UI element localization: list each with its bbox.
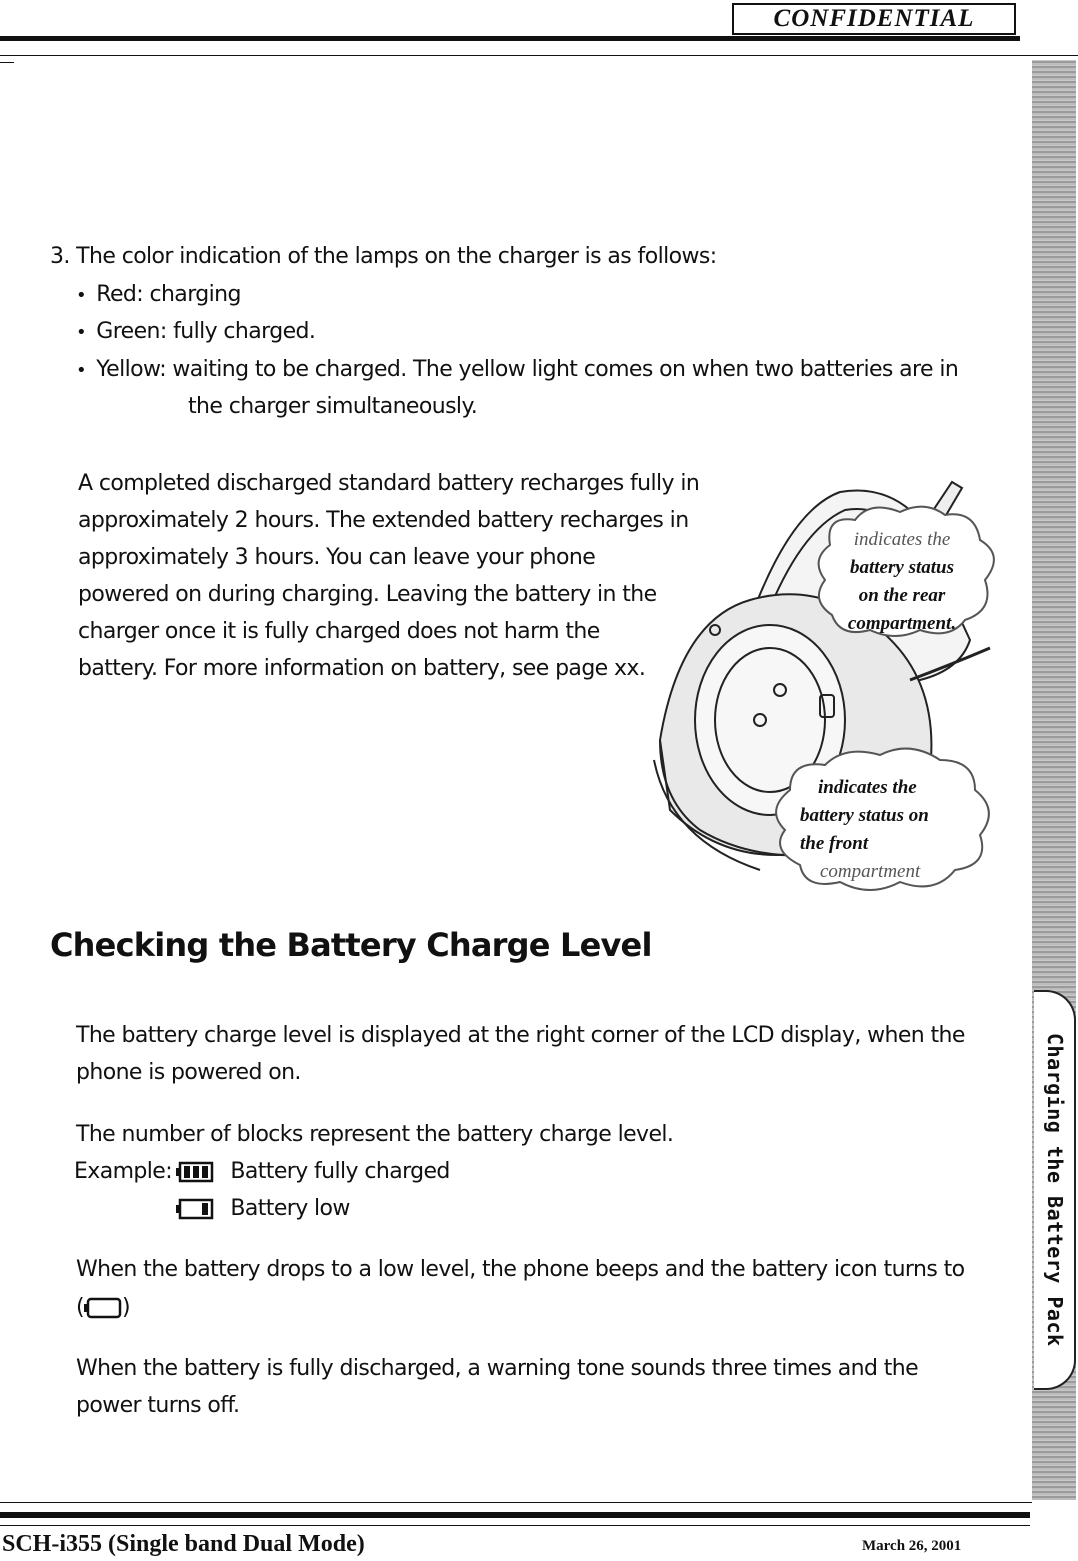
bullet-red-text: : charging (136, 282, 241, 307)
footer-rule-thick (0, 1512, 1030, 1518)
charge-paragraph-line: battery. For more information on battery, see page xx. (78, 656, 646, 681)
header-rule-thick (0, 36, 1020, 41)
bullet-yellow-text: : waiting to be charged. The yellow light comes on when two batteries are in (159, 357, 959, 382)
paren-open: ( (76, 1295, 84, 1320)
discharged-paragraph-line: power turns off. (76, 1393, 240, 1418)
side-tab-label: Charging the Battery Pack (1043, 1033, 1067, 1347)
charge-paragraph-line: charger once it is fully charged does not harm the (78, 619, 600, 644)
front-callout-line: the front (800, 833, 869, 854)
rear-callout-line: battery status (850, 557, 954, 578)
bullet-dot-icon: • (76, 322, 97, 343)
battery-level-paragraph-line: The battery charge level is displayed at the right corner of the LCD display, when the (76, 1023, 965, 1048)
bullet-green-label: Green (96, 319, 160, 344)
header-tick (0, 62, 14, 63)
battery-full-icon (176, 1161, 216, 1183)
front-callout-line: battery status on (800, 805, 929, 826)
example-full (176, 1153, 450, 1190)
battery-level-paragraph-line: phone is powered on. (76, 1060, 301, 1085)
bullet-green (76, 313, 315, 351)
example-full-text: Battery fully charged (230, 1159, 450, 1184)
footer-rule-thin (0, 1502, 1032, 1503)
battery-low-icon (176, 1198, 216, 1220)
rear-callout-text (832, 526, 972, 638)
rear-callout-line: indicates the (853, 529, 951, 550)
battery-level-heading: Checking the Battery Charge Level (50, 926, 652, 964)
header-rule-thin (0, 55, 1078, 56)
example-low (176, 1190, 350, 1227)
charge-paragraph-line: approximately 2 hours. The extended battery recharges in (78, 508, 689, 533)
front-callout-text (800, 774, 970, 886)
charge-paragraph-line: approximately 3 hours. You can leave your phone (78, 545, 596, 570)
rear-callout-line: on the rear (858, 585, 946, 606)
bullet-green-text: : fully charged. (159, 319, 316, 344)
discharged-paragraph-line: When the battery is fully discharged, a warning tone sounds three times and the (76, 1356, 919, 1381)
footer-rule-thin-2 (0, 1525, 1030, 1526)
lamp-intro: 3. The color indication of the lamps on the charger is as follows: (50, 244, 717, 269)
footer-model: SCH-i355 (Single band Dual Mode) (2, 1531, 365, 1557)
bullet-red-label: Red (96, 282, 137, 307)
rear-callout-line: compartment. (847, 613, 957, 634)
paren-close: ) (121, 1295, 130, 1320)
blocks-paragraph: The number of blocks represent the battery charge level. (76, 1122, 674, 1147)
bullet-dot-icon: • (76, 360, 97, 381)
charge-paragraph-line: powered on during charging. Leaving the battery in the (78, 582, 657, 607)
battery-empty-icon (84, 1297, 122, 1319)
example-label: Example: (74, 1159, 173, 1184)
bullet-yellow (76, 351, 958, 389)
front-callout-line: indicates the (818, 777, 917, 798)
confidential-stamp: CONFIDENTIAL (732, 3, 1016, 35)
front-callout-line: compartment (820, 861, 921, 882)
bullet-dot-icon: • (76, 285, 97, 306)
charge-paragraph-line: A completed discharged standard battery recharges fully in (78, 471, 700, 496)
low-level-paragraph-line: When the battery drops to a low level, the phone beeps and the battery icon turns to (76, 1257, 965, 1282)
footer-date: March 26, 2001 (862, 1538, 962, 1554)
bullet-yellow-continuation: the charger simultaneously. (188, 394, 478, 419)
bullet-red (76, 276, 241, 314)
bullet-yellow-label: Yellow (96, 357, 160, 382)
low-level-paragraph-icon-line (76, 1289, 130, 1326)
example-low-text: Battery low (230, 1196, 350, 1221)
